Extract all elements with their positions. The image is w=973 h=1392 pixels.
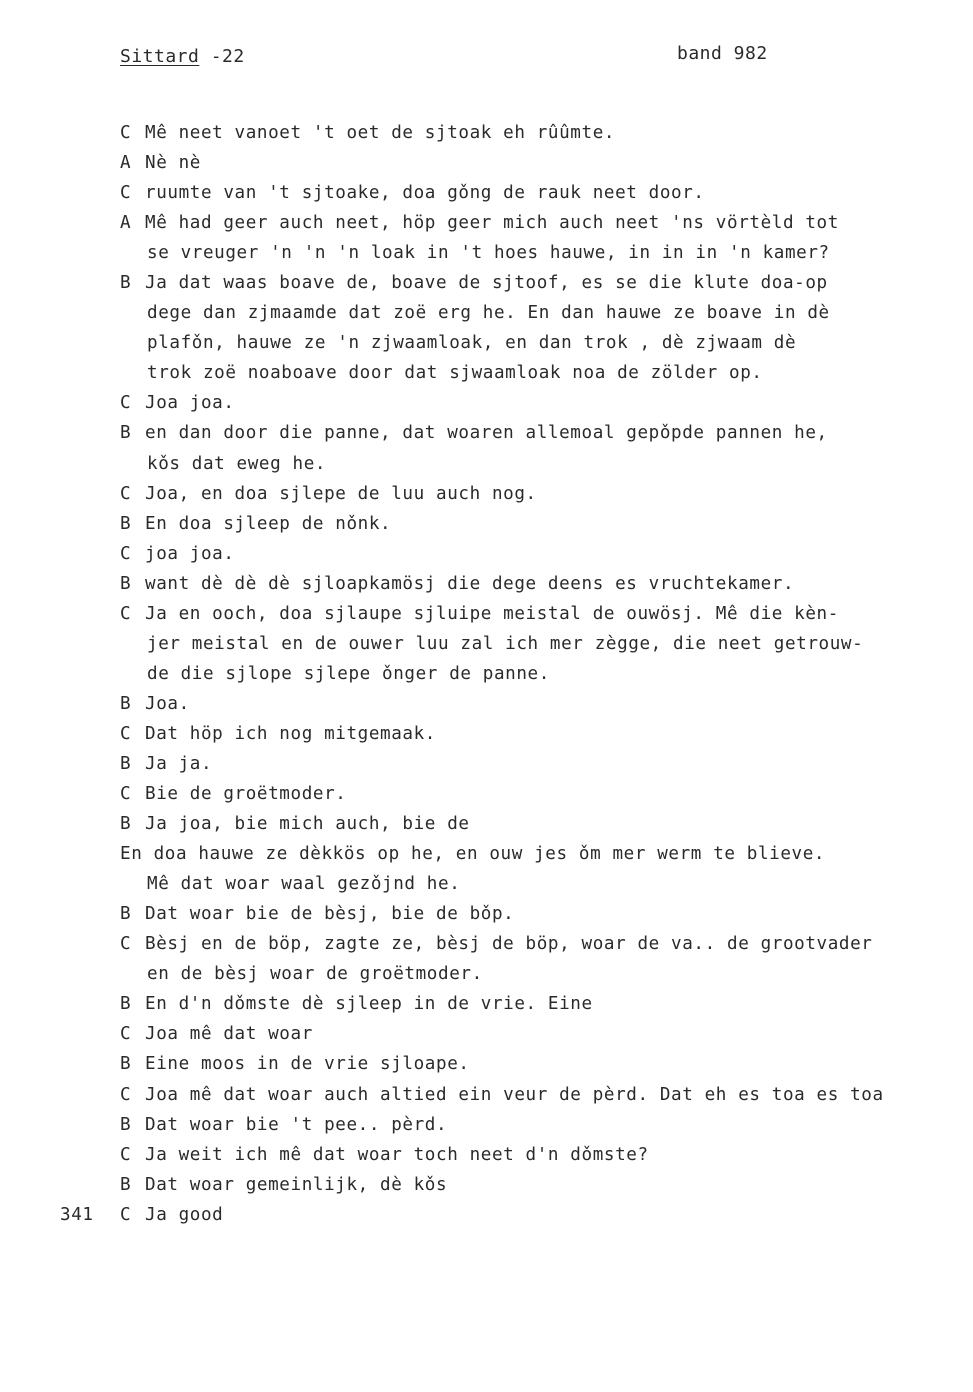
line-text: Bèsj en de böp, zagte ze, bèsj de böp, woar de va.. de grootvader [145,934,873,955]
transcript-line [0,629,973,659]
transcript-line [0,929,973,959]
line-text: Dat woar gemeinlijk, dè kǒs [145,1174,448,1195]
line-text: Dat woar bie 't pee.. pèrd. [145,1114,448,1135]
line-text: Ja dat waas boave de, boave de sjtoof, es se die klute doa-op [145,273,828,294]
transcript-line [0,148,973,178]
speaker-label: B [120,1114,132,1135]
transcript-line [0,869,973,899]
speaker-label: C [120,483,132,504]
line-text: Joa. [145,693,190,714]
line-text: Bie de groëtmoder. [145,784,347,805]
speaker-label: B [120,513,132,534]
header-location [120,46,245,67]
transcript-line [0,1110,973,1140]
line-text: Mê had geer auch neet, höp geer mich auch neet 'ns vörtèld tot [145,213,839,234]
line-text: Mê neet vanoet 't oet de sjtoak eh rûûmte. [145,123,616,143]
speaker-label: C [120,1024,132,1045]
line-text: jer meistal en de ouwer luu zal ich mer zègge, die neet getrouw- [147,633,864,654]
speaker-label: C [120,784,132,805]
transcript-line [0,719,973,749]
transcript-line [0,268,973,298]
speaker-label: C [120,603,132,624]
line-text: Joa joa. [145,393,235,414]
speaker-label: C [120,1084,132,1105]
line-text: joa joa. [145,543,235,564]
transcript-line [0,328,973,358]
transcript-line [0,539,973,569]
header-place: Sittard [120,46,200,67]
line-text: Joa mê dat woar auch altied ein veur de pèrd. Dat eh es toa es toa [145,1084,884,1105]
line-text: kǒs dat eweg he. [147,453,327,474]
speaker-label: B [120,273,132,294]
transcript-line [0,599,973,629]
speaker-label: C [120,393,132,414]
header-code: -22 [210,46,245,67]
speaker-label: C [120,1204,132,1225]
transcript-line [0,449,973,479]
speaker-label: B [120,1054,132,1075]
speaker-label: B [120,573,132,594]
line-text: Eine moos in de vrie sjloape. [145,1054,470,1075]
line-text: dege dan zjmaamde dat zoë erg he. En dan hauwe ze boave in dè [147,303,830,324]
speaker-label: B [120,423,132,444]
line-text: Ja good [145,1204,224,1225]
transcript-line [0,509,973,539]
transcript-line [0,1080,973,1110]
line-text: Dat höp ich nog mitgemaak. [145,723,437,744]
line-text: Joa mê dat woar [145,1024,313,1045]
line-text: Ja en ooch, doa sjlaupe sjluipe meistal de ouwösj. Mê die kèn- [145,603,839,624]
speaker-label: B [120,753,132,774]
transcript-line [0,659,973,689]
speaker-label: B [120,693,132,714]
transcript-line [0,1140,973,1170]
transcript-line [0,569,973,599]
speaker-label: C [120,934,132,955]
line-text: trok zoë noaboave door dat sjwaamloak noa de zölder op. [147,363,763,384]
speaker-label: B [120,904,132,925]
transcript-line [0,839,973,869]
transcript-line [0,1019,973,1049]
line-text: Ja ja. [145,753,213,774]
transcript-line [0,689,973,719]
transcript-line [0,298,973,328]
transcript-line [0,1170,973,1200]
line-text: want dè dè dè sjloapkamösj die dege deens es vruchtekamer. [145,573,795,594]
line-number: 341 [60,1204,94,1225]
transcript-line [0,118,973,148]
speaker-label: C [120,723,132,744]
transcript-line [0,989,973,1019]
transcript-line [0,178,973,208]
transcript-line [0,1049,973,1079]
line-text: Ja weit ich mê dat woar toch neet d'n dǒmste? [145,1144,649,1165]
transcript-line [0,779,973,809]
transcript-line [0,358,973,388]
line-text: de die sjlope sjlepe ǒnger de panne. [147,663,550,684]
transcript-line [0,809,973,839]
line-text: en dan door die panne, dat woaren allemoal gepǒpde pannen he, [145,423,828,444]
speaker-label: C [120,1144,132,1165]
speaker-label: A [120,153,132,174]
line-text: Mê dat woar waal gezǒjnd he. [147,874,461,895]
transcript-line [0,418,973,448]
header-band: band 982 [677,43,768,64]
transcript-line [0,1200,973,1230]
line-text: se vreuger 'n 'n 'n loak in 't hoes hauwe, in in in 'n kamer? [147,243,830,264]
line-text: En d'n dǒmste dè sjleep in de vrie. Eine [145,994,593,1015]
line-text: Ja joa, bie mich auch, bie de [145,814,470,835]
line-text: Joa, en doa sjlepe de luu auch nog. [145,483,537,504]
transcript-line [0,479,973,509]
transcript-line [0,899,973,929]
line-text: plafǒn, hauwe ze 'n zjwaamloak, en dan trok , dè zjwaam dè [147,333,797,354]
speaker-label: B [120,814,132,835]
transcript-line [0,208,973,238]
transcript-line [0,959,973,989]
line-text: En doa hauwe ze dèkkös op he, en ouw jes ǒm mer werm te blieve. [120,844,826,865]
speaker-label: A [120,213,132,234]
speaker-label: B [120,1174,132,1195]
transcript-line [0,238,973,268]
line-text: en de bèsj woar de groëtmoder. [147,964,483,985]
line-text: Nè nè [145,153,201,174]
transcript-line [0,749,973,779]
transcript-lines [0,118,973,1230]
speaker-label: C [120,123,132,143]
speaker-label: B [120,994,132,1015]
speaker-label: C [120,543,132,564]
line-text: Dat woar bie de bèsj, bie de bǒp. [145,904,515,925]
line-text: En doa sjleep de nǒnk. [145,513,392,534]
transcript-line [0,388,973,418]
line-text: ruumte van 't sjtoake, doa gǒng de rauk neet door. [145,183,705,204]
speaker-label: C [120,183,132,204]
